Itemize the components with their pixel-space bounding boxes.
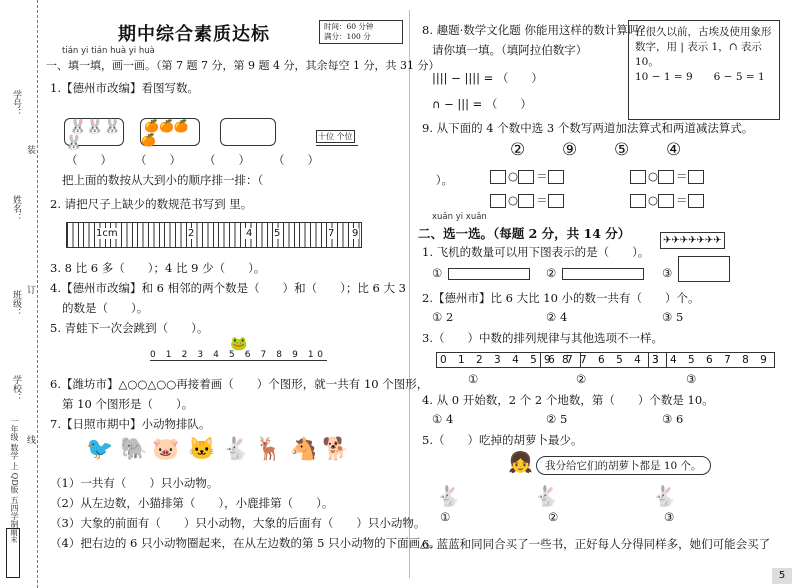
- name-label: 姓名：: [11, 195, 21, 222]
- brand-text: 一年级 数学 上 QD版 五四学制: [10, 416, 19, 528]
- dog-icon: 🐕: [322, 437, 350, 462]
- horse-icon: 🐴: [290, 437, 318, 462]
- question-7-4: （4）把右边的 6 只小动物圈起来，在从左边数的第 5 只小动物的下面画△。: [50, 536, 441, 550]
- subtraction-row-2: ○ ＝: [630, 192, 706, 208]
- oranges-picture: 🍊🍊🍊🍊: [140, 118, 200, 146]
- speech-bubble: 我分给它们的胡萝卜都是 10 个。: [536, 456, 711, 475]
- addition-row-1: ○ ＝: [490, 168, 566, 184]
- binding-margin: [0, 0, 38, 588]
- deer-icon: 🦌: [255, 437, 283, 462]
- q9-number: ⑤: [614, 140, 630, 160]
- abacus-picture: [316, 118, 358, 146]
- question-7-3: （3）大象的前面有（ ）只小动物，大象的后面有（ ）只小动物。: [50, 516, 426, 530]
- q8-equation-2: ∩ − ||| = （ ）: [432, 97, 532, 111]
- question-6a: 6.【潍坊市】△○○△○○再接着画（ ）个图形，就一共有 10 个图形，: [50, 377, 429, 391]
- question-1: 1.【德州市改编】看图写数。: [50, 81, 199, 95]
- score-info: 满分：100 分: [324, 32, 371, 41]
- elephant-icon: 🐘: [120, 437, 148, 462]
- student-id-label: 学号：: [11, 90, 21, 117]
- q1-order: 把上面的数按从大到小的顺序排一排：（ ）。: [62, 173, 453, 187]
- question-7-2: （2）从左边数，小猫排第（ ），小鹿排第（ ）。: [50, 496, 334, 510]
- pinyin: xuǎn yi xuǎn: [432, 212, 487, 222]
- page-divider: [409, 10, 410, 578]
- option: ②: [576, 372, 587, 386]
- sequence-box: 3 4 5 6 7 8 9: [648, 352, 775, 368]
- frog-icon: 🐸: [230, 336, 248, 352]
- question-3: 3. 8 比 6 多（ ）；4 比 9 少（ ）。: [50, 261, 266, 275]
- option: ①: [432, 266, 443, 280]
- option: ② 4: [546, 310, 568, 324]
- number-line: 0 1 2 3 4 5 6 7 8 9 10: [150, 350, 327, 360]
- girl-icon: 👧: [508, 450, 533, 474]
- page-number: 5: [772, 568, 792, 584]
- pinyin: tián yi tián huà yi huà: [62, 46, 155, 56]
- rabbit-icon: 🐇: [534, 484, 559, 508]
- ruler-label: 4: [246, 228, 253, 239]
- circle-bar-option-2: [562, 268, 644, 280]
- select-question-5: 5.（ ）吃掉的胡萝卜最少。: [422, 433, 583, 447]
- option: ② 5: [546, 412, 568, 426]
- question-6b: 第 10 个图形是（ ）。: [62, 397, 194, 411]
- ruler-label: 1cm: [96, 228, 118, 239]
- option: ① 4: [432, 412, 454, 426]
- q9-number: ②: [510, 140, 526, 160]
- rabbit-icon: 🐇: [652, 484, 677, 508]
- note-line: 在很久以前，古埃及使用象形: [635, 26, 772, 38]
- q9-number: ④: [666, 140, 682, 160]
- page-title: 期中综合素质达标: [118, 24, 270, 45]
- pig-icon: 🐷: [152, 437, 180, 462]
- option: ③: [664, 510, 675, 524]
- brand-logo: 期末: [6, 528, 20, 578]
- rabbits-picture: 🐰🐰🐰🐰: [64, 118, 124, 146]
- circle-bar-option-1: [448, 268, 530, 280]
- question-9: 9. 从下面的 4 个数中选 3 个数写两道加法算式和两道减法算式。: [422, 121, 754, 135]
- question-7: 7.【日照市期中】小动物排队。: [50, 417, 211, 431]
- select-question-3: 3.（ ）中数的排列规律与其他选项不一样。: [422, 331, 663, 345]
- rabbit-icon: 🐇: [436, 484, 461, 508]
- school-label: 学校：: [11, 375, 21, 402]
- option: ③ 6: [662, 412, 684, 426]
- note-line: 数字，用 | 表示 1，∩ 表示 10。: [635, 41, 762, 68]
- ruler-label: 5: [274, 228, 281, 239]
- option: ③ 5: [662, 310, 684, 324]
- option: ①: [440, 510, 451, 524]
- culture-note: [628, 20, 780, 120]
- question-2: 2. 请把尺子上缺少的数规范书写到 里。: [50, 197, 253, 211]
- question-8b: 请你填一填。（填阿拉伯数字）: [432, 43, 588, 57]
- q8-equation-1: |||| − |||| = （ ）: [432, 71, 543, 85]
- cut-mark: 订: [25, 285, 35, 294]
- ruler-label: 7: [328, 228, 335, 239]
- option: ③: [662, 266, 673, 280]
- place-value-label: 十位 个位: [318, 132, 353, 141]
- q1-blanks: （ ） （ ） （ ） （ ）: [66, 153, 319, 167]
- empty-picture: [220, 118, 276, 146]
- option: ②: [546, 266, 557, 280]
- ruler: [66, 222, 362, 248]
- select-question-1: 1. 飞机的数量可以用下图表示的是（ ）。: [422, 245, 650, 259]
- question-4a: 4.【德州市改编】和 6 相邻的两个数是（ ）和（ ）；比 6 大 3: [50, 281, 406, 295]
- sequence-box: 0 1 2 3 4 5 6 7: [436, 352, 581, 368]
- cat-icon: 🐱: [188, 437, 216, 462]
- q9-number: ⑨: [562, 140, 578, 160]
- question-8a: 8. 趣题·数学文化题 你能用这样的数计算吗？: [422, 23, 651, 37]
- bird-icon: 🐦: [86, 437, 114, 462]
- addition-row-2: ○ ＝: [490, 192, 566, 208]
- section-1-heading: 一、填一填，画一画。（第 7 题 7 分，第 9 题 4 分，其余每空 1 分，共 31 分）: [46, 59, 440, 72]
- subtraction-row-1: ○ ＝: [630, 168, 706, 184]
- exam-info: [319, 20, 403, 44]
- cut-mark: 线: [25, 435, 35, 444]
- class-label: 班级：: [11, 290, 21, 317]
- option: ③: [686, 372, 697, 386]
- select-question-2: 2.【德州市】比 6 大比 10 小的数一共有（ ）个。: [422, 291, 700, 305]
- section-2-heading: 二、选一选。（每题 2 分，共 14 分）: [418, 226, 631, 241]
- airplanes-picture: ✈✈✈✈✈✈✈: [660, 232, 725, 249]
- select-question-6: 6. 蓝蓝和同同合买了一些书，正好每人分得同样多，她们可能会买了: [422, 537, 771, 551]
- question-4b: 的数是（ ）。: [62, 301, 149, 315]
- ruler-label: 9: [352, 228, 359, 239]
- cut-mark: 装: [25, 145, 35, 154]
- question-7-1: （1）一共有（ ）只小动物。: [50, 476, 219, 490]
- select-question-4: 4. 从 0 开始数，2 个 2 个地数，第（ ）个数是 10。: [422, 393, 714, 407]
- rabbit-icon: 🐇: [222, 437, 250, 462]
- circle-grid-option-3: [678, 256, 730, 282]
- ruler-label: 2: [188, 228, 195, 239]
- note-line: 10 − 1 = 9 6 − 5 = 1: [635, 71, 765, 83]
- sequence-box: 9 8 7 6 5 4 3: [540, 352, 667, 368]
- question-5: 5. 青蛙下一次会跳到（ ）。: [50, 321, 209, 335]
- option: ① 2: [432, 310, 454, 324]
- option: ②: [548, 510, 559, 524]
- option: ①: [468, 372, 479, 386]
- time-info: 时间：60 分钟: [324, 22, 374, 31]
